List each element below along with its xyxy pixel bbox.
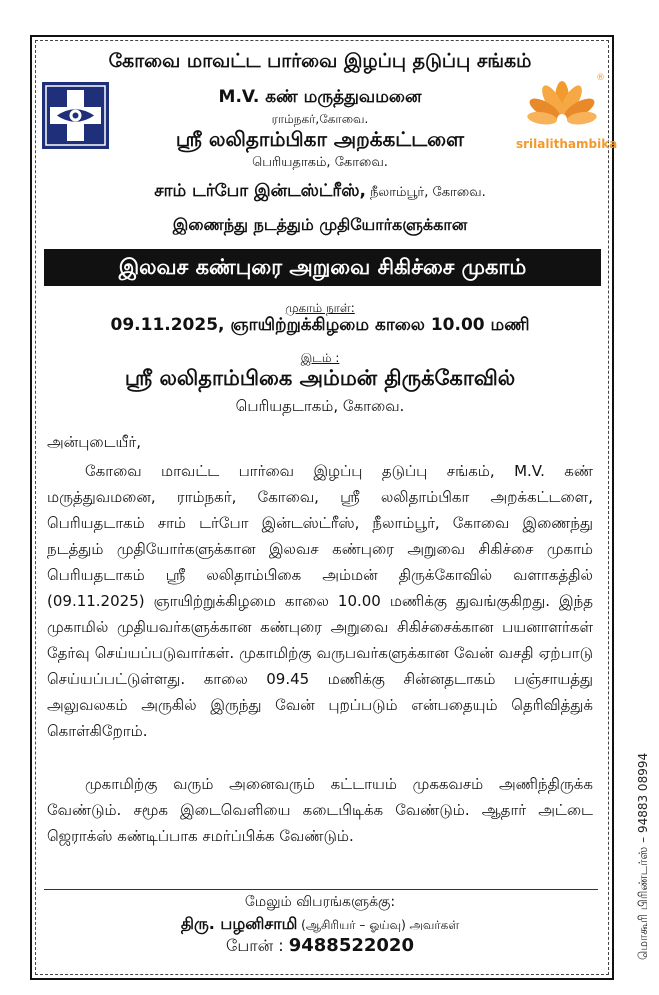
letter-notice: முகாமிற்கு வரும் அனைவரும் கட்டாயம் முககவசம் அணிந்திருக்க வேண்டும். சமூக இடைவெளியை கடைபிடிக்க வேண்டும். ஆதார் அட்டை ஜெராக்ஸ் கண்டிப்பாக சமர்ப்பிக்க வேண்டும். [47, 775, 593, 845]
printer-credit: மொகூரி பிரிண்டர்ஸ் – 94883 08994 [636, 752, 650, 960]
camp-title-banner: இலவச கண்புரை அறுவை சிகிச்சை முகாம் [44, 249, 601, 286]
venue-address: பெரியதடாகம், கோவை. [235, 397, 405, 415]
joint-organizers-line: இணைந்து நடத்தும் முதியோர்களுக்கான [172, 215, 468, 234]
company-name: சாம் டர்போ இன்டஸ்ட்ரீஸ், [154, 181, 366, 201]
venue-label: இடம் : [300, 351, 340, 365]
contact-line [40, 914, 600, 935]
phone-label: போன் : [226, 936, 289, 955]
date-label-row [40, 297, 600, 317]
phone-line [40, 935, 600, 957]
trust-address: பெரியதாகம், கோவை. [252, 155, 388, 170]
hospital-name: M.V. கண் மருத்துவமனை [218, 87, 422, 107]
lotus-logo-caption: srilalithambika [516, 137, 618, 151]
trust-name: ஸ்ரீ லலிதாம்பிகா அறக்கட்டளை [175, 127, 465, 151]
venue-name: ஸ்ரீ லலிதாம்பிகை அம்மன் திருக்கோவில் [124, 366, 516, 390]
hospital-address: ராம்நகர்,கோவை. [271, 112, 369, 126]
association-title: கோவை மாவட்ட பார்வை இழப்பு தடுப்பு சங்கம் [108, 50, 532, 72]
more-info-label: மேலும் விபரங்களுக்கு: [244, 894, 396, 910]
footer-divider [44, 889, 598, 890]
company-location: நீலாம்பூர், கோவை. [365, 185, 486, 200]
company-line [40, 181, 600, 203]
camp-date: 09.11.2025, ஞாயிற்றுக்கிழமை காலை 10.00 மணி [110, 315, 530, 335]
venue-label-row [40, 347, 600, 367]
salutation: அன்புடையீர், [47, 433, 141, 451]
contact-role: (ஆசிரியர் – ஓய்வு) அவர்கள் [297, 918, 460, 932]
date-label: முகாம் நாள்: [285, 301, 355, 315]
letter-body: கோவை மாவட்ட பார்வை இழப்பு தடுப்பு சங்கம், M.V. கண் மருத்துவமனை, ராம்நகர், கோவை, ஸ்ரீ லலிதாம்பிகா அறக்கட்டளை, பெரியதடாகம் சாம் டர்போ இன்டஸ்ட்ரீஸ், நீலாம்பூர், கோவை இணைந்து நடத்தும் முதியோர்களுக்கான இலவச கண்புரை அறுவை சிகிச்சை முகாம் பெரியதடாகம் ஸ்ரீ லலிதாம்பிகை அம்மன் திருக்கோவில் வளாகத்தில் (09.11.2025) ஞாயிற்றுக்கிழமை காலை 10.00 மணிக்கு துவங்குகிறது. இந்த முகாமில் முதியவர்களுக்கான கண்புரை அறுவை சிகிச்சைக்கான பயனாளர்கள் தேர்வு செய்யப்படுவார்கள். முகாமிற்கு வருபவர்களுக்கான வேன் வசதி ஏற்பாடு செய்யப்பட்டுள்ளது. காலை 09.45 மணிக்கு சின்னதடாகம் பஞ்சாயத்து அலுவலகம் அருகில் இருந்து வேன் புறப்படும் என்பதையும் தெரிவித்துக் கொள்கிறோம். [47, 462, 593, 740]
eye-hospital-logo [42, 82, 109, 149]
registered-mark: ® [596, 73, 605, 83]
contact-name: திரு. பழனிசாமி [180, 914, 298, 933]
phone-number: 9488522020 [288, 935, 414, 956]
